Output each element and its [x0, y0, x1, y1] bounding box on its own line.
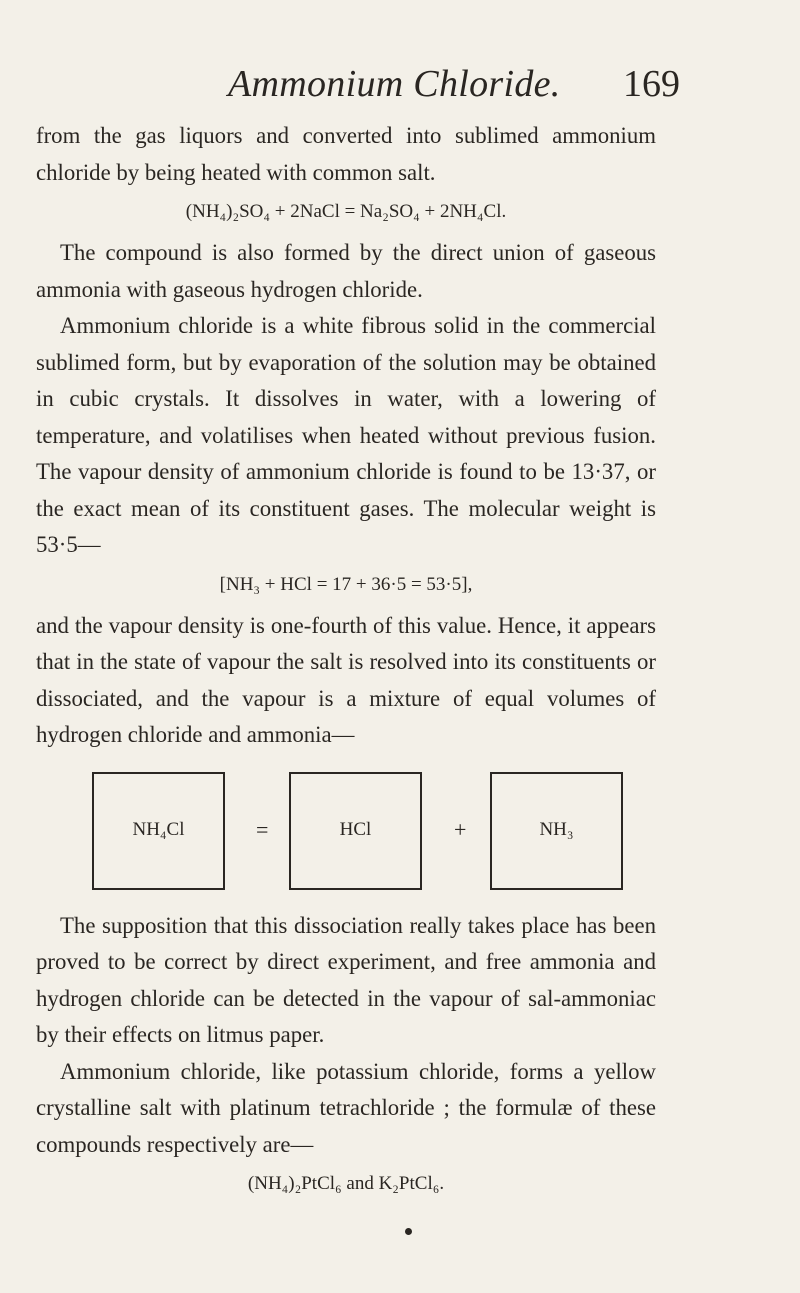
paragraph-2: The compound is also formed by the direct union of gaseous ammonia with gaseous hydrogen chloride. [36, 240, 656, 302]
box-nh3: NH₃ [490, 772, 623, 890]
paragraph-1: from the gas liquors and converted into sublimed ammonium chloride by being heated with common salt. [36, 123, 656, 185]
formula-3: (NH₄)₂PtCl₆ and K₂PtCl₆. [247, 1173, 445, 1194]
running-header [0, 62, 800, 112]
paragraph-6: Ammonium chloride, like potassium chloride, forms a yellow crystalline salt with platinum tetrachloride ; the formulæ of these compounds respectively are— [36, 1058, 656, 1157]
paragraph-5: The supposition that this dissociation really takes place has been proved to be correct by direct experiment, and free ammonia and hydrogen chloride can be detected in the vapour of sal-ammoniac by their effects on litmus paper. [36, 912, 656, 1047]
equals-sign: = [256, 816, 269, 842]
plus-sign: + [454, 816, 467, 842]
body-text [36, 118, 656, 1207]
header-title: Ammonium Chloride. [228, 63, 561, 105]
paragraph-4: and the vapour density is one-fourth of this value. Hence, it appears that in the state of vapour the salt is resolved into its constituents or dissociated, and the vapour is a mixture of equal volumes of hydrogen chloride and ammonia— [36, 612, 656, 747]
printer-dot [405, 1228, 412, 1235]
formula-1: (NH₄)₂SO₄ + 2NaCl = Na₂SO₄ + 2NH₄Cl. [185, 201, 507, 222]
formula-2: [NH₃ + HCl = 17 + 36·5 = 53·5], [219, 573, 473, 595]
page-number: 169 [623, 63, 680, 105]
paragraph-3: Ammonium chloride is a white fibrous solid in the commercial sublimed form, but by evaporation of the solution may be obtained in cubic crystals. It dissolves in water, with a lowering of temperature, and volatilises when heated without previous fusion. The vapour density of ammonium chloride is found to be 13·37, or the exact mean of its constituent gases. The molecular weight is 53·5— [36, 313, 656, 557]
volume-diagram [36, 772, 656, 900]
box-nh4cl: NH₄Cl [92, 772, 225, 890]
box-hcl: HCl [289, 772, 422, 890]
